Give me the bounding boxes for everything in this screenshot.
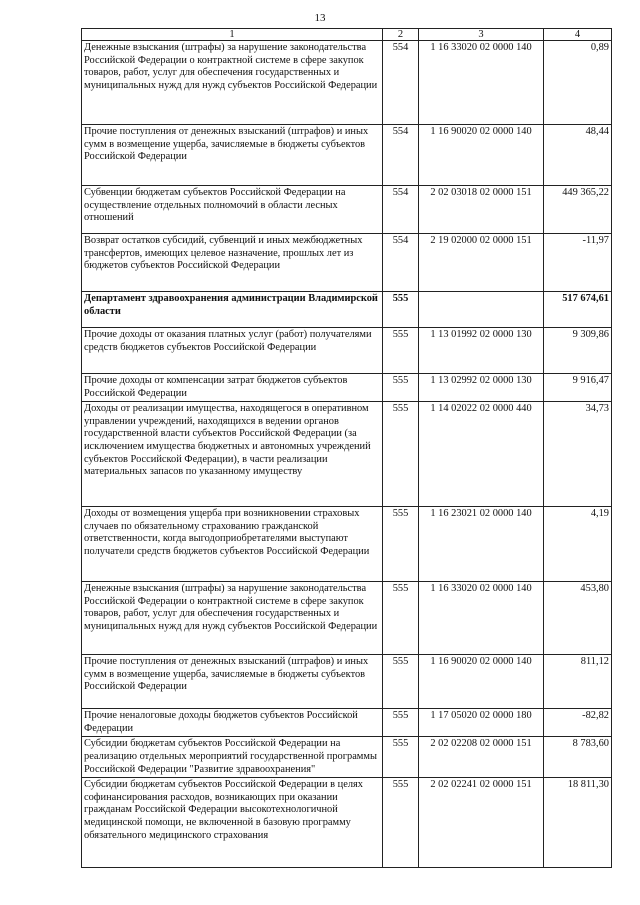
row-code-cell: 1 16 33020 02 0000 140 <box>419 41 544 125</box>
table-row <box>82 709 612 737</box>
row-amount-cell: 4,19 <box>544 507 612 582</box>
row-name-cell: Денежные взыскания (штрафы) за нарушение законодательства Российской Федерации о контрактной системе в сфере закупок товаров, работ, услуг для обеспечения государственных и муниципальных нужд для нужд субъектов Российской Федерации <box>82 41 383 125</box>
row-amount-cell: 811,12 <box>544 655 612 709</box>
page-number: 13 <box>314 12 326 24</box>
row-admin-cell: 555 <box>383 374 419 402</box>
row-name-cell: Доходы от возмещения ущерба при возникновении страховых случаев по обязательному страхованию гражданской ответственности, когда выгодоприобретателями выступают получатели средств бюджетов субъектов Российской Федерации <box>82 507 383 582</box>
row-amount-cell: 34,73 <box>544 402 612 507</box>
row-amount-cell: 9 309,86 <box>544 328 612 374</box>
row-code-cell: 2 02 02208 02 0000 151 <box>419 737 544 778</box>
row-admin-cell: 554 <box>383 186 419 234</box>
row-admin-cell: 554 <box>383 41 419 125</box>
column-header-code: 3 <box>419 29 544 41</box>
row-amount-cell: 0,89 <box>544 41 612 125</box>
row-admin-cell: 555 <box>383 328 419 374</box>
row-name-cell: Доходы от реализации имущества, находящегося в оперативном управлении учреждений, находящихся в ведении органов государственной власти субъектов Российской Федерации (за исключением имущества бюджетных и автономных учреждений субъектов Российской Федерации), в части реализации материальных запасов по указанному имуществу <box>82 402 383 507</box>
row-amount-cell: -82,82 <box>544 709 612 737</box>
table-row <box>82 234 612 292</box>
table-row <box>82 402 612 507</box>
row-name-cell: Прочие неналоговые доходы бюджетов субъектов Российской Федерации <box>82 709 383 737</box>
row-admin-cell: 554 <box>383 234 419 292</box>
row-amount-cell: 517 674,61 <box>544 292 612 328</box>
row-name-cell: Субсидии бюджетам субъектов Российской Федерации в целях софинансирования расходов, возникающих при оказании гражданам Российской Федерации высокотехнологичной медицинской помощи, не включенной в базовую программу обязательного медицинского страхования <box>82 778 383 868</box>
row-name-cell: Прочие поступления от денежных взысканий (штрафов) и иных сумм в возмещение ущерба, зачисляемые в бюджеты субъектов Российской Федерации <box>82 655 383 709</box>
row-amount-cell: -11,97 <box>544 234 612 292</box>
row-admin-cell: 555 <box>383 507 419 582</box>
row-code-cell: 1 16 90020 02 0000 140 <box>419 125 544 186</box>
table-row <box>82 186 612 234</box>
table-row <box>82 125 612 186</box>
row-name-cell: Прочие поступления от денежных взысканий (штрафов) и иных сумм в возмещение ущерба, зачисляемые в бюджеты субъектов Российской Федерации <box>82 125 383 186</box>
row-amount-cell: 449 365,22 <box>544 186 612 234</box>
row-admin-cell: 555 <box>383 292 419 328</box>
row-code-cell: 1 16 23021 02 0000 140 <box>419 507 544 582</box>
row-amount-cell: 48,44 <box>544 125 612 186</box>
row-admin-cell: 555 <box>383 402 419 507</box>
column-header-name: 1 <box>82 29 383 41</box>
row-amount-cell: 8 783,60 <box>544 737 612 778</box>
table-row <box>82 582 612 655</box>
row-name-cell: Возврат остатков субсидий, субвенций и иных межбюджетных трансфертов, имеющих целевое назначение, прошлых лет из бюджетов субъектов Российской Федерации <box>82 234 383 292</box>
table-row <box>82 41 612 125</box>
revenue-table <box>81 28 612 868</box>
table-row <box>82 374 612 402</box>
row-code-cell: 2 19 02000 02 0000 151 <box>419 234 544 292</box>
table-row <box>82 507 612 582</box>
row-amount-cell: 9 916,47 <box>544 374 612 402</box>
table-row <box>82 737 612 778</box>
row-admin-cell: 555 <box>383 655 419 709</box>
row-name-cell: Денежные взыскания (штрафы) за нарушение законодательства Российской Федерации о контрактной системе в сфере закупок товаров, работ, услуг для обеспечения государственных и муниципальных нужд для нужд субъектов Российской Федерации <box>82 582 383 655</box>
row-amount-cell: 453,80 <box>544 582 612 655</box>
row-name-cell: Департамент здравоохранения администрации Владимирской области <box>82 292 383 328</box>
row-admin-cell: 555 <box>383 582 419 655</box>
row-code-cell: 1 17 05020 02 0000 180 <box>419 709 544 737</box>
row-code-cell: 1 13 02992 02 0000 130 <box>419 374 544 402</box>
row-admin-cell: 555 <box>383 778 419 868</box>
row-name-cell: Субвенции бюджетам субъектов Российской Федерации на осуществление отдельных полномочий в области лесных отношений <box>82 186 383 234</box>
row-admin-cell: 555 <box>383 737 419 778</box>
row-name-cell: Субсидии бюджетам субъектов Российской Федерации на реализацию отдельных мероприятий государственной программы Российской Федерации "Развитие здравоохранения" <box>82 737 383 778</box>
row-code-cell: 1 16 90020 02 0000 140 <box>419 655 544 709</box>
row-name-cell: Прочие доходы от компенсации затрат бюджетов субъектов Российской Федерации <box>82 374 383 402</box>
row-code-cell: 1 14 02022 02 0000 440 <box>419 402 544 507</box>
row-code-cell <box>419 292 544 328</box>
table-row <box>82 292 612 328</box>
table-body <box>82 41 612 868</box>
row-code-cell: 2 02 03018 02 0000 151 <box>419 186 544 234</box>
table-row <box>82 778 612 868</box>
table-header-row <box>82 29 612 41</box>
row-name-cell: Прочие доходы от оказания платных услуг (работ) получателями средств бюджетов субъектов Российской Федерации <box>82 328 383 374</box>
column-header-admin: 2 <box>383 29 419 41</box>
row-code-cell: 1 13 01992 02 0000 130 <box>419 328 544 374</box>
table-row <box>82 655 612 709</box>
column-header-amount: 4 <box>544 29 612 41</box>
row-admin-cell: 554 <box>383 125 419 186</box>
row-code-cell: 2 02 02241 02 0000 151 <box>419 778 544 868</box>
row-code-cell: 1 16 33020 02 0000 140 <box>419 582 544 655</box>
row-amount-cell: 18 811,30 <box>544 778 612 868</box>
table-row <box>82 328 612 374</box>
row-admin-cell: 555 <box>383 709 419 737</box>
